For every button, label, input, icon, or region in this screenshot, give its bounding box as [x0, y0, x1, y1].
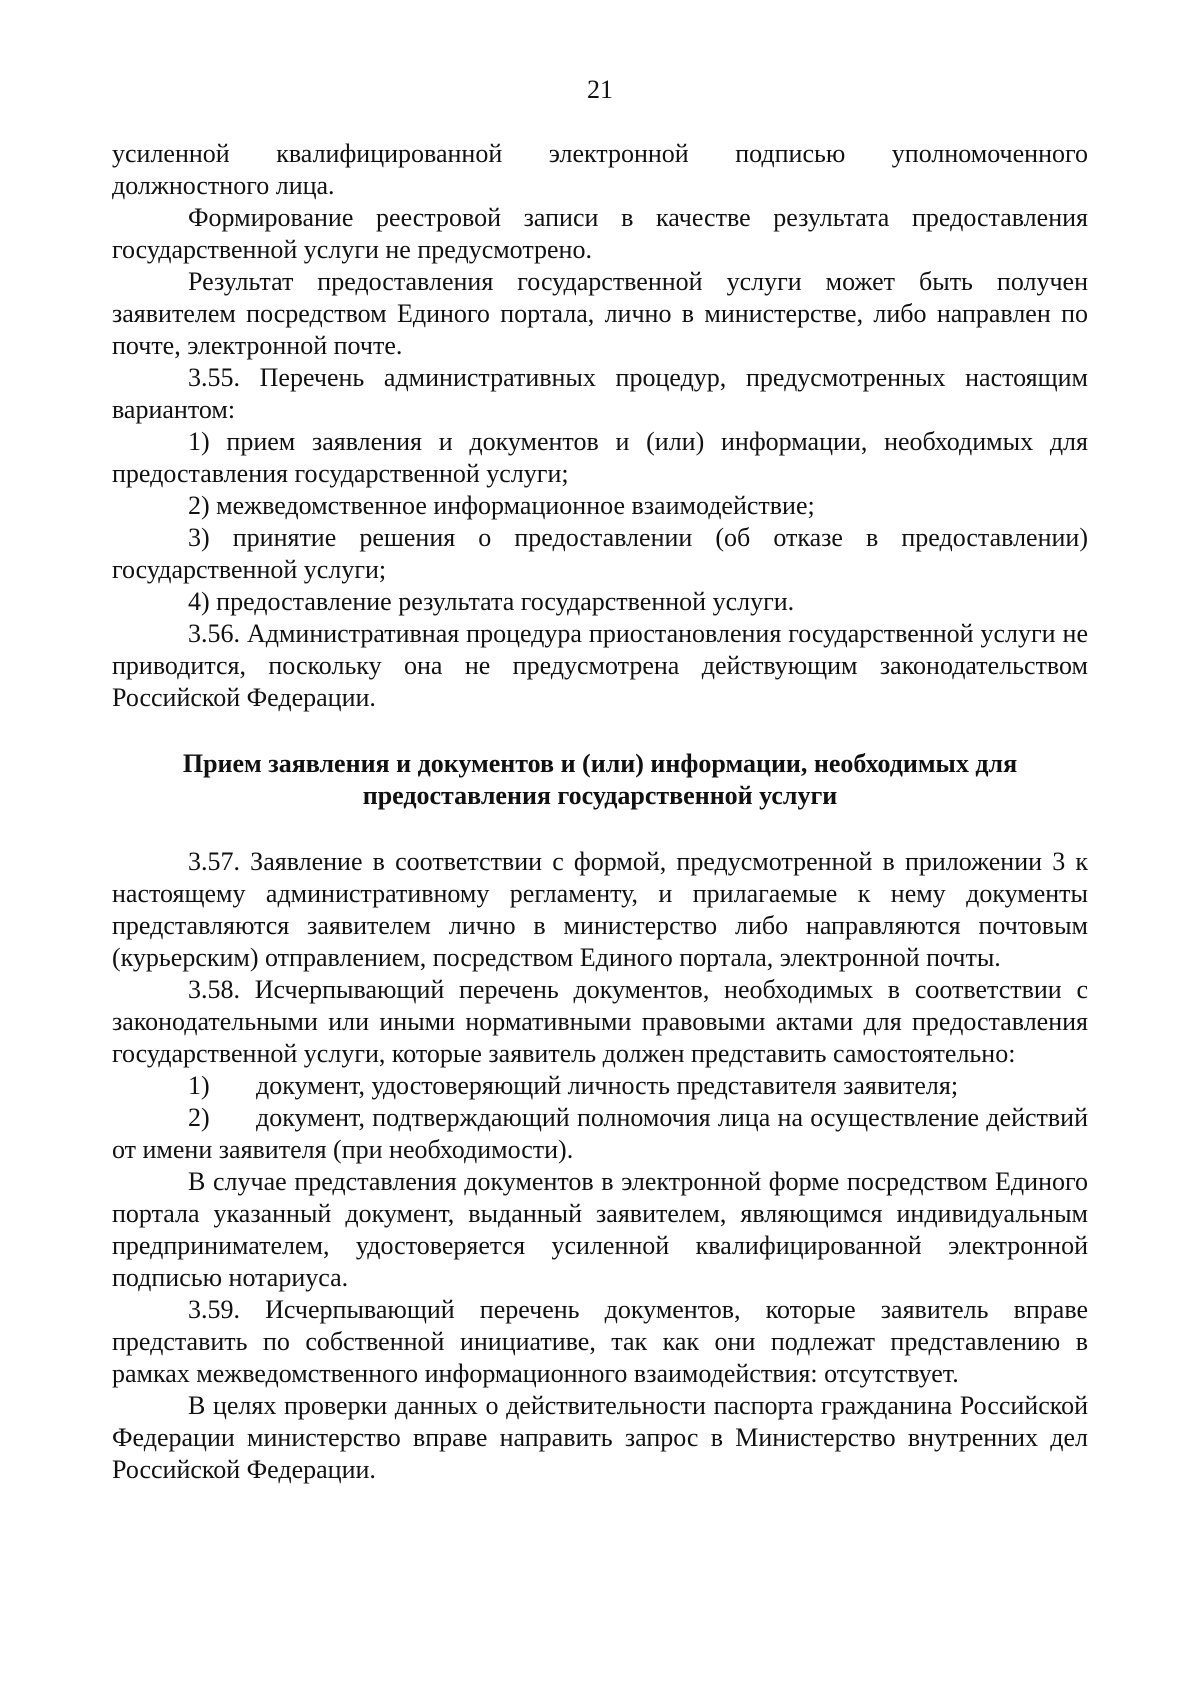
list-item-text: документ, удостоверяющий личность представителя заявителя; — [256, 1071, 959, 1100]
paragraph-registry-record: Формирование реестровой записи в качестве результата предоставления государственной услуги не предусмотрено. — [112, 203, 1088, 264]
paragraph-result-delivery: Результат предоставления государственной услуги может быть получен заявителем посредством Единого портала, лично в министерстве, либо направлен по почте, электронной почте. — [112, 267, 1088, 360]
list-item-text: документ, подтверждающий полномочия лица на осуществление действий от имени заявителя (при необходимости). — [112, 1103, 1088, 1164]
paragraph-3-55: 3.55. Перечень административных процедур, предусмотренных настоящим вариантом: — [112, 363, 1088, 424]
document-body — [112, 138, 1088, 1486]
paragraph-3-57: 3.57. Заявление в соответствии с формой, предусмотренной в приложении 3 к настоящему административному регламенту, и прилагаемые к нему документы представляются заявителем лично в министерство либо направляются почтовым (курьерским) отправлением, посредством Единого портала, электронной почты. — [112, 847, 1088, 972]
section-heading: Прием заявления и документов и (или) информации, необходимых для предоставления государственной услуги — [182, 749, 1018, 810]
list-item-document-2 — [112, 1102, 1088, 1166]
page-number: 21 — [587, 75, 613, 104]
paragraph-3-56: 3.56. Административная процедура приостановления государственной услуги не приводится, поскольку она не предусмотрена действующим законодательством Российской Федерации. — [112, 619, 1088, 712]
list-item-procedure-1: 1) прием заявления и документов и (или) информации, необходимых для предоставления государственной услуги; — [112, 427, 1088, 488]
list-item-procedure-4: 4) предоставление результата государственной услуги. — [188, 587, 795, 616]
list-item-procedure-3: 3) принятие решения о предоставлении (об отказе в предоставлении) государственной услуги; — [112, 523, 1088, 584]
list-item-procedure-2: 2) межведомственное информационное взаимодействие; — [188, 491, 815, 520]
paragraph-passport-check: В целях проверки данных о действительности паспорта гражданина Российской Федерации министерство вправе направить запрос в Министерство внутренних дел Российской Федерации. — [112, 1391, 1088, 1484]
list-item-number: 1) — [188, 1071, 210, 1100]
list-item-document-1 — [112, 1070, 1088, 1102]
paragraph-3-59: 3.59. Исчерпывающий перечень документов, которые заявитель вправе представить по собственной инициативе, так как они подлежат представлению в рамках межведомственного информационного взаимодействия: отсутствует. — [112, 1295, 1088, 1388]
paragraph-electronic-form: В случае представления документов в электронной форме посредством Единого портала указанный документ, выданный заявителем, являющимся индивидуальным предпринимателем, удостоверяется усиленной квалифицированной электронной подписью нотариуса. — [112, 1167, 1088, 1292]
paragraph-continuation: усиленной квалифицированной электронной подписью уполномоченного должностного лица. — [112, 139, 1088, 200]
paragraph-3-58: 3.58. Исчерпывающий перечень документов, необходимых в соответствии с законодательными или иными нормативными правовыми актами для предоставления государственной услуги, которые заявитель должен представить самостоятельно: — [112, 975, 1088, 1068]
list-item-number: 2) — [188, 1103, 210, 1132]
